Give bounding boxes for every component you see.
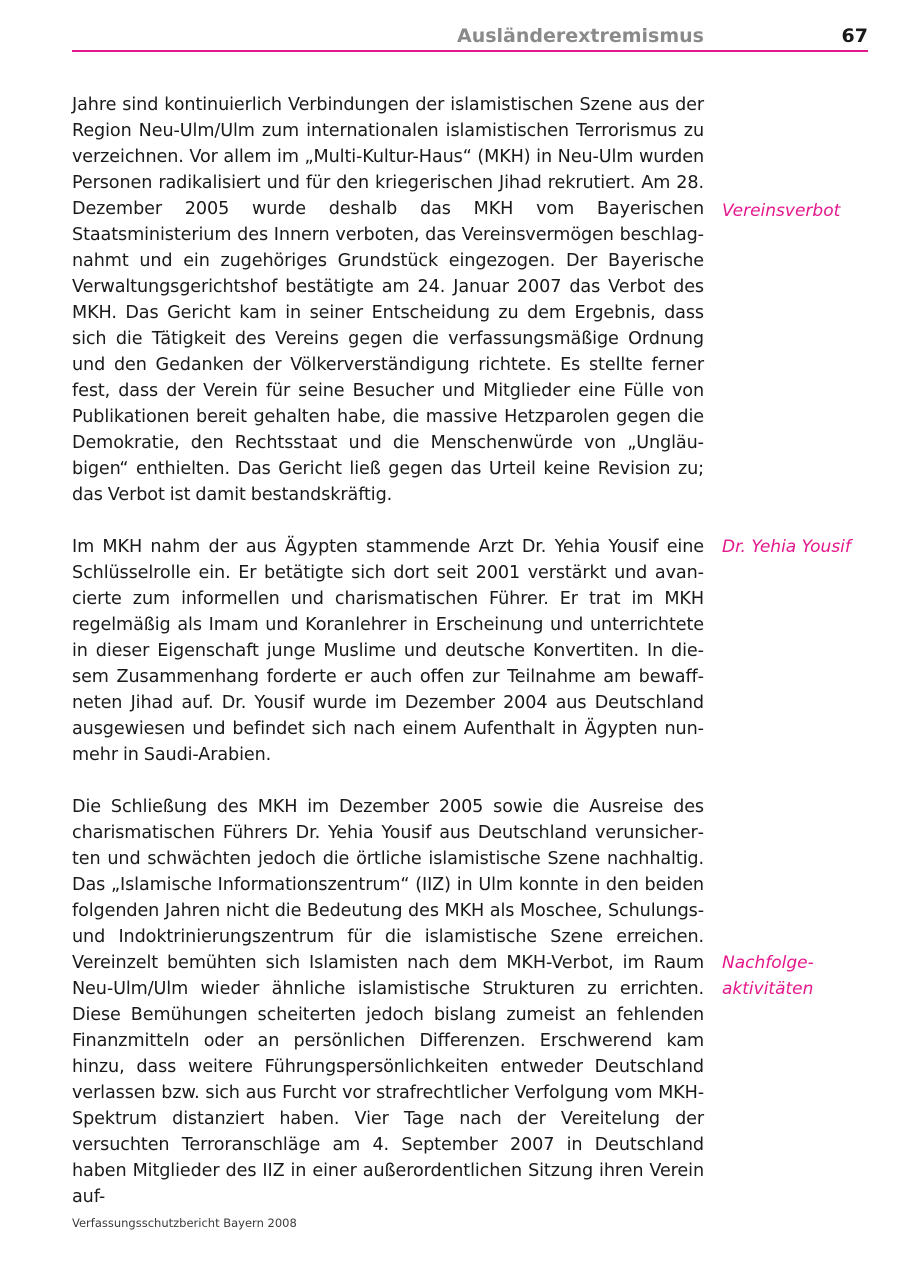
margin-note-yousif: Dr. Yehia Yousif — [722, 537, 851, 557]
margin-note-nachfolge-line2: aktivitäten — [722, 979, 814, 999]
header-divider — [72, 50, 868, 52]
margin-note-vereinsverbot: Vereinsverbot — [722, 201, 841, 221]
footer-publication: Verfassungsschutzbericht Bayern 2008 — [72, 1216, 297, 1230]
margin-note-nachfolge-line1: Nachfolge- — [722, 953, 814, 973]
paragraph-nachfolge: Die Schließung des MKH im Dezember 2005 sowie die Ausreise des charismatischen Führers Dr. Yehia Yousif aus Deutschland verunsicherten und schwächten jedoch die örtliche islamistische Szene nachhaltig. Das „Islamische Informationszentrum“ (IIZ) in Ulm konnte in den beiden folgenden Jahren nicht die Bedeutung des MKH als Moschee, Schulungs- und Indoktrinierungszentrum für die islamistische Szene erreichen. Vereinzelt bemühten sich Islamisten nach dem MKH-Verbot, im Raum Neu-Ulm/Ulm wieder ähnliche islamistische Strukturen zu errichten. Diese Bemühungen scheiterten jedoch bislang zumeist an fehlenden Finanzmitteln oder an persönlichen Differenzen. Erschwerend kam hinzu, dass weitere Führungspersönlichkeiten entweder Deutschland verlassen bzw. sich aus Furcht vor strafrechtlicher Verfolgung vom MKH-Spektrum distanziert haben. Vier Tage nach der Vereitelung der versuchten Terroranschläge am 4. September 2007 in Deutschland haben Mitglieder des IIZ in einer außerordentlichen Sitzung ihren Verein auf- — [72, 797, 704, 1207]
page-number: 67 — [841, 25, 868, 47]
margin-note-nachfolge — [722, 950, 872, 1002]
body-text — [72, 92, 704, 1210]
paragraph-yousif: Im MKH nahm der aus Ägypten stammende Arzt Dr. Yehia Yousif eine Schlüsselrolle ein. Er betätigte sich dort seit 2001 verstärkt und avancierte zum informellen und charismatischen Führer. Er trat im MKH regelmäßig als Imam und Koranlehrer in Erscheinung und unterrichtete in dieser Eigenschaft junge Muslime und deutsche Konvertiten. In diesem Zusammenhang forderte er auch offen zur Teilnahme am bewaffneten Jihad auf. Dr. Yousif wurde im Dezember 2004 aus Deutschland ausgewiesen und befindet sich nach einem Aufenthalt in Ägypten nunmehr in Saudi-Arabien. — [72, 537, 704, 765]
paragraph-vereinsverbot: Jahre sind kontinuierlich Verbindungen der islamistischen Szene aus der Region Neu-Ulm/Ulm zum internationalen islamistischen Terrorismus zu verzeichnen. Vor allem im „Multi-Kultur-Haus“ (MKH) in Neu-Ulm wurden Personen radikalisiert und für den kriegerischen Jihad rekrutiert. Am 28. Dezember 2005 wurde deshalb das MKH vom Bayerischen Staatsministerium des Innern verboten, das Vereinsvermögen beschlagnahmt und ein zugehöriges Grundstück eingezogen. Der Bayerische Verwaltungsgerichtshof bestätigte am 24. Januar 2007 das Verbot des MKH. Das Gericht kam in seiner Entscheidung zu dem Ergebnis, dass sich die Tätigkeit des Vereins gegen die verfassungsmäßige Ordnung und den Gedanken der Völkerverständigung richtete. Es stellte ferner fest, dass der Verein für seine Besucher und Mitglieder eine Fülle von Publikationen bereit gehalten habe, die massive Hetzparolen gegen die Demokratie, den Rechtsstaat und die Menschenwürde von „Ungläubigen“ enthielten. Das Gericht ließ gegen das Urteil keine Revision zu; das Verbot ist damit bestandskräftig. — [72, 95, 704, 505]
running-header-title: Ausländerextremismus — [457, 25, 704, 47]
